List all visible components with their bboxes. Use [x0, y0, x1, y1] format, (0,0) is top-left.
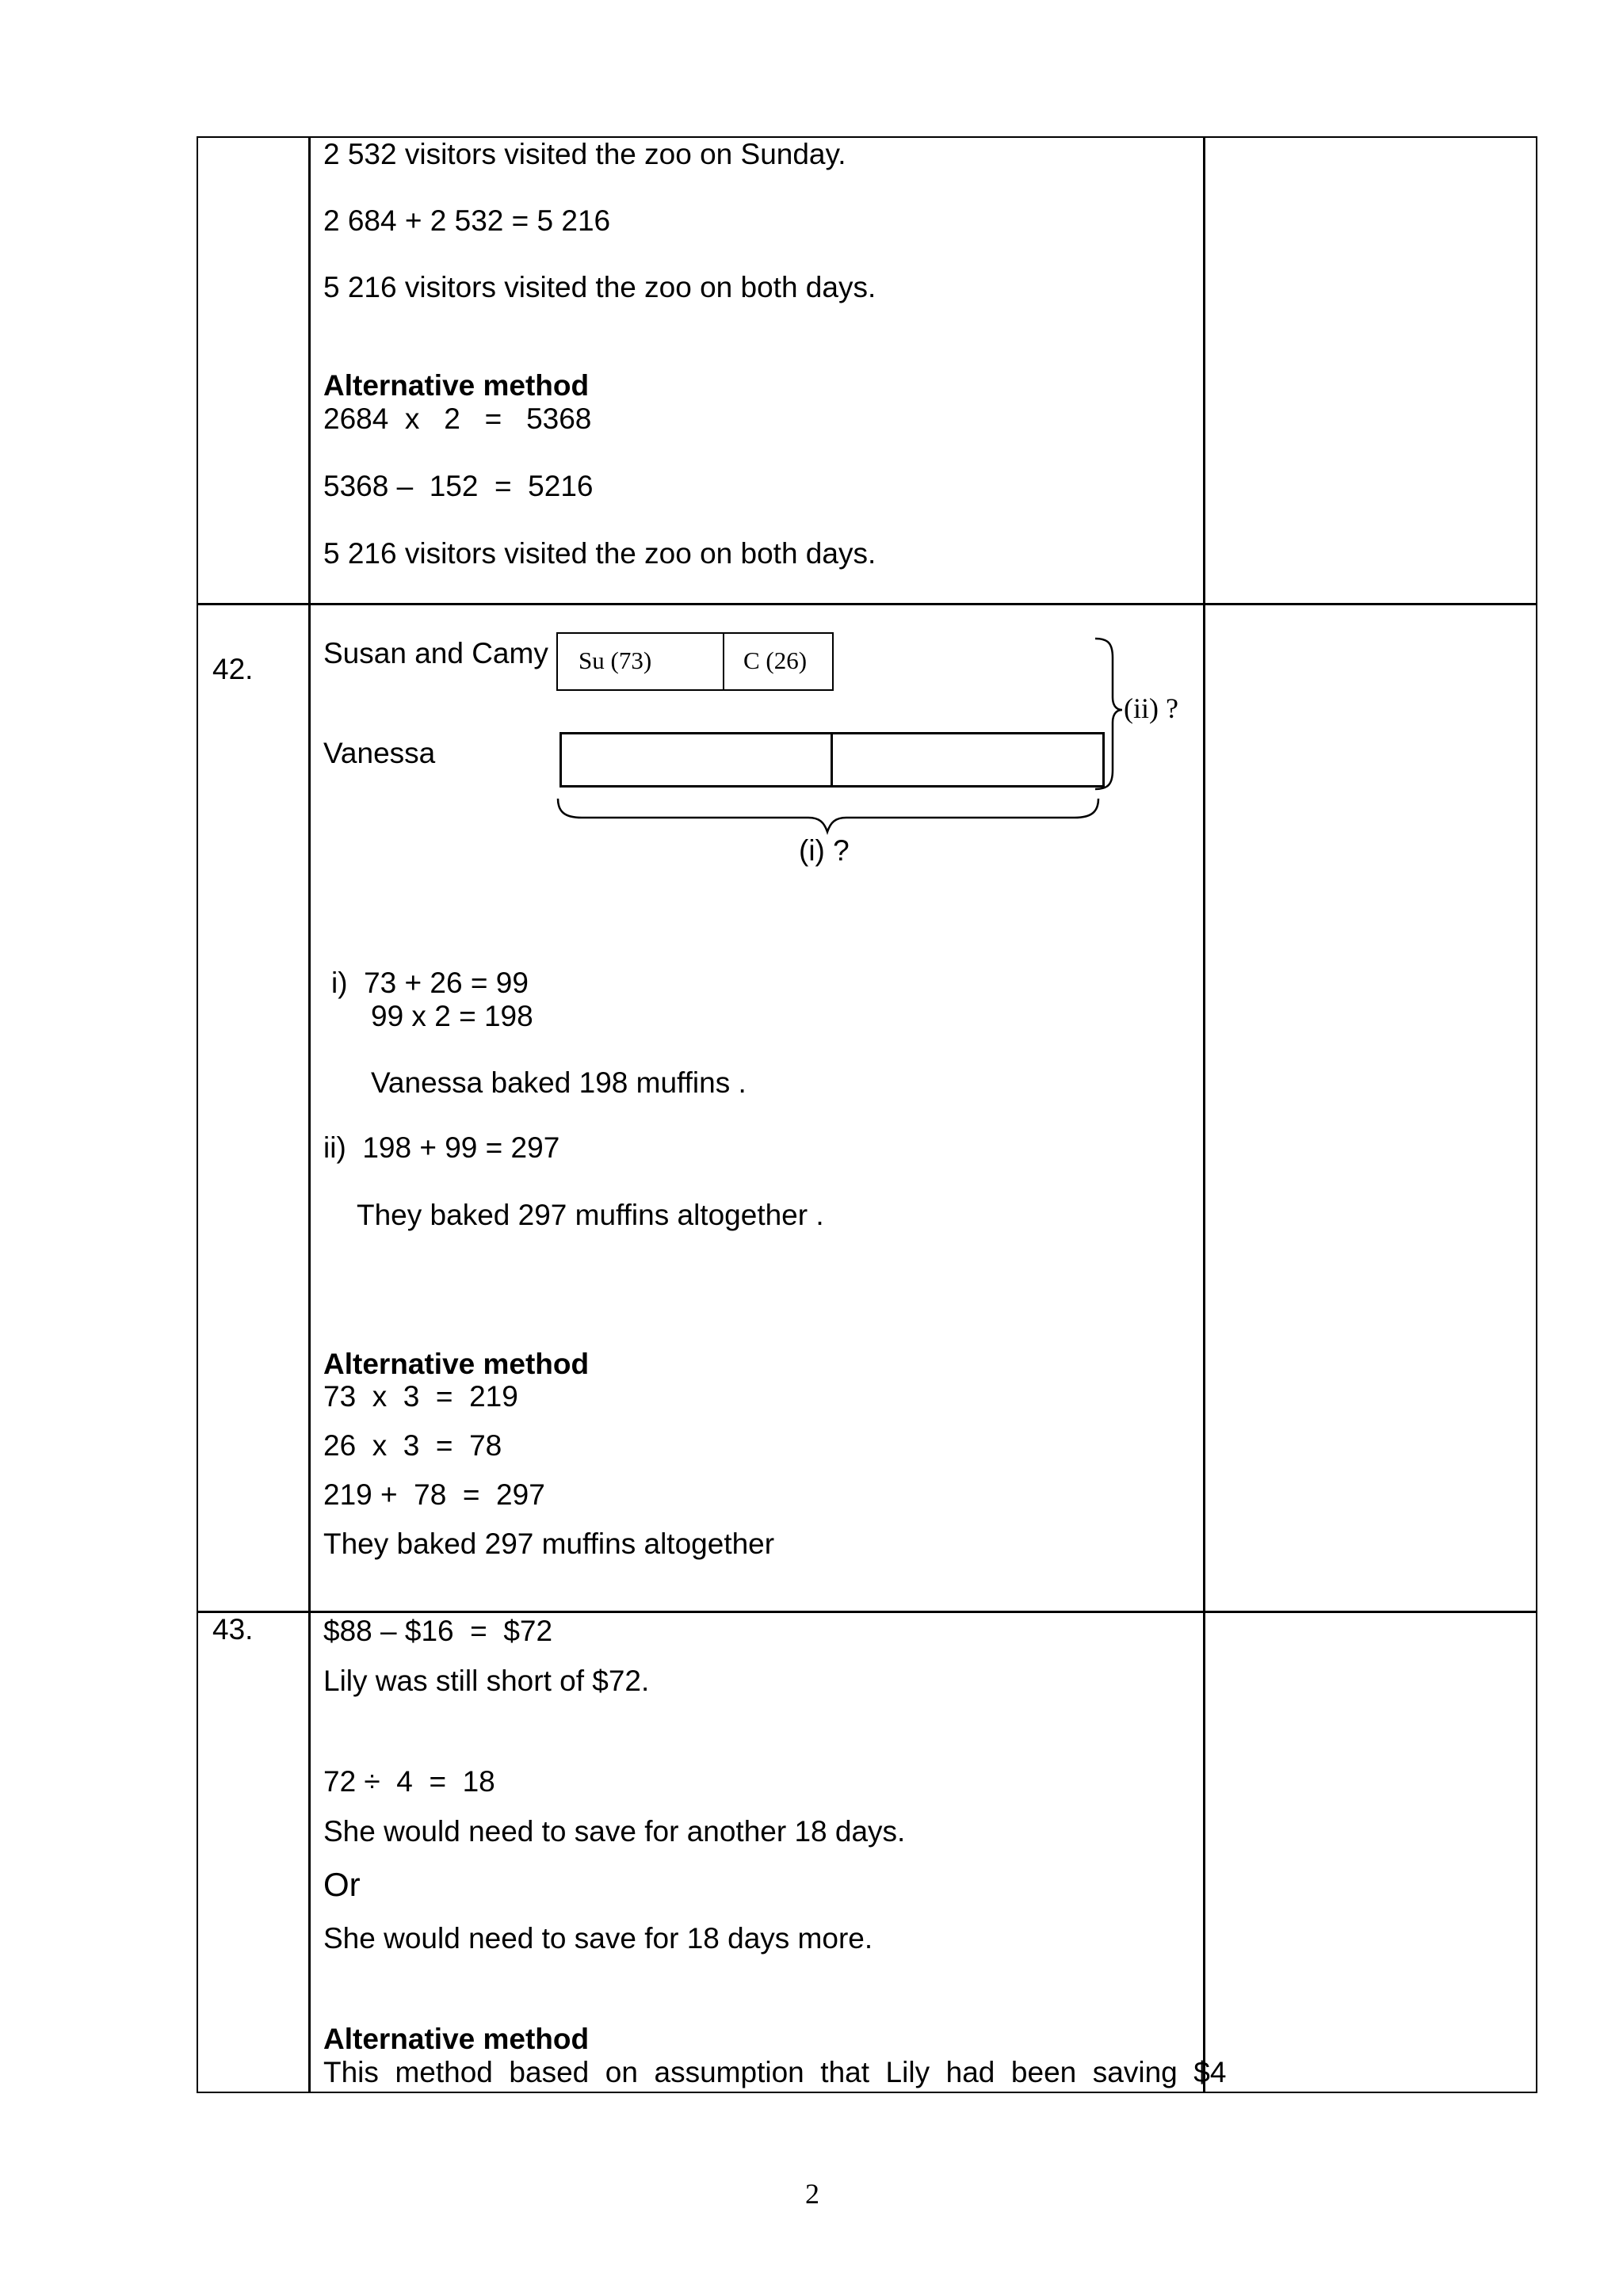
q43-line4: She would need to save for another 18 days.: [323, 1815, 906, 1848]
row-divider-2: [198, 1611, 1536, 1613]
q43-line5: She would need to save for 18 days more.: [323, 1922, 873, 1955]
q42-i3: Vanessa baked 198 muffins .: [371, 1066, 747, 1099]
q42-i1: i) 73 + 26 = 99: [331, 967, 529, 999]
q42-i2: 99 x 2 = 198: [371, 1000, 533, 1032]
page-number: 2: [805, 2178, 819, 2210]
q43-line3: 72 ÷ 4 = 18: [323, 1765, 495, 1798]
label-vanessa: Vanessa: [323, 737, 436, 769]
q43-or: Or: [323, 1866, 361, 1903]
q42-alt4: They baked 297 muffins altogether: [323, 1527, 775, 1560]
q41-line3: 5 216 visitors visited the zoo on both days.: [323, 271, 876, 303]
box-camy-label: C (26): [743, 646, 808, 674]
q41-line1: 2 532 visitors visited the zoo on Sunday.: [323, 138, 846, 170]
column-divider-1: [308, 138, 311, 2092]
vanessa-bar-part-2: [831, 732, 1105, 788]
q42-alt3: 219 + 78 = 297: [323, 1478, 545, 1511]
label-susan-camy: Susan and Camy: [323, 637, 548, 669]
vanessa-bar-part-1: [559, 732, 833, 788]
q41-alt3: 5 216 visitors visited the zoo on both days.: [323, 537, 876, 570]
q41-alt2: 5368 – 152 = 5216: [323, 470, 594, 502]
q42-ii2: They baked 297 muffins altogether .: [357, 1199, 824, 1231]
q43-alt1: This method based on assumption that Lily had been saving $4: [323, 2056, 1227, 2088]
brace-i-label: (i) ?: [799, 834, 850, 867]
q43-number: 43.: [212, 1613, 254, 1646]
brace-vanessa-icon: [555, 795, 1102, 835]
q43-line1: $88 – $16 = $72: [323, 1615, 553, 1647]
q42-number: 42.: [212, 653, 254, 685]
box-susan-label: Su (73): [579, 646, 652, 674]
row-divider-1: [198, 603, 1536, 605]
column-divider-2: [1203, 138, 1205, 2092]
q42-alt1: 73 x 3 = 219: [323, 1380, 518, 1413]
q43-alt-heading: Alternative method: [323, 2023, 590, 2055]
q42-alt-heading: Alternative method: [323, 1348, 590, 1380]
brace-ii-label: (ii) ?: [1124, 692, 1178, 724]
q43-line2: Lily was still short of $72.: [323, 1665, 650, 1697]
q42-ii1: ii) 198 + 99 = 297: [323, 1131, 560, 1164]
q41-alt-heading: Alternative method: [323, 369, 590, 402]
q41-line2: 2 684 + 2 532 = 5 216: [323, 204, 611, 237]
q42-alt2: 26 x 3 = 78: [323, 1429, 502, 1462]
q41-alt1: 2684 x 2 = 5368: [323, 402, 592, 435]
